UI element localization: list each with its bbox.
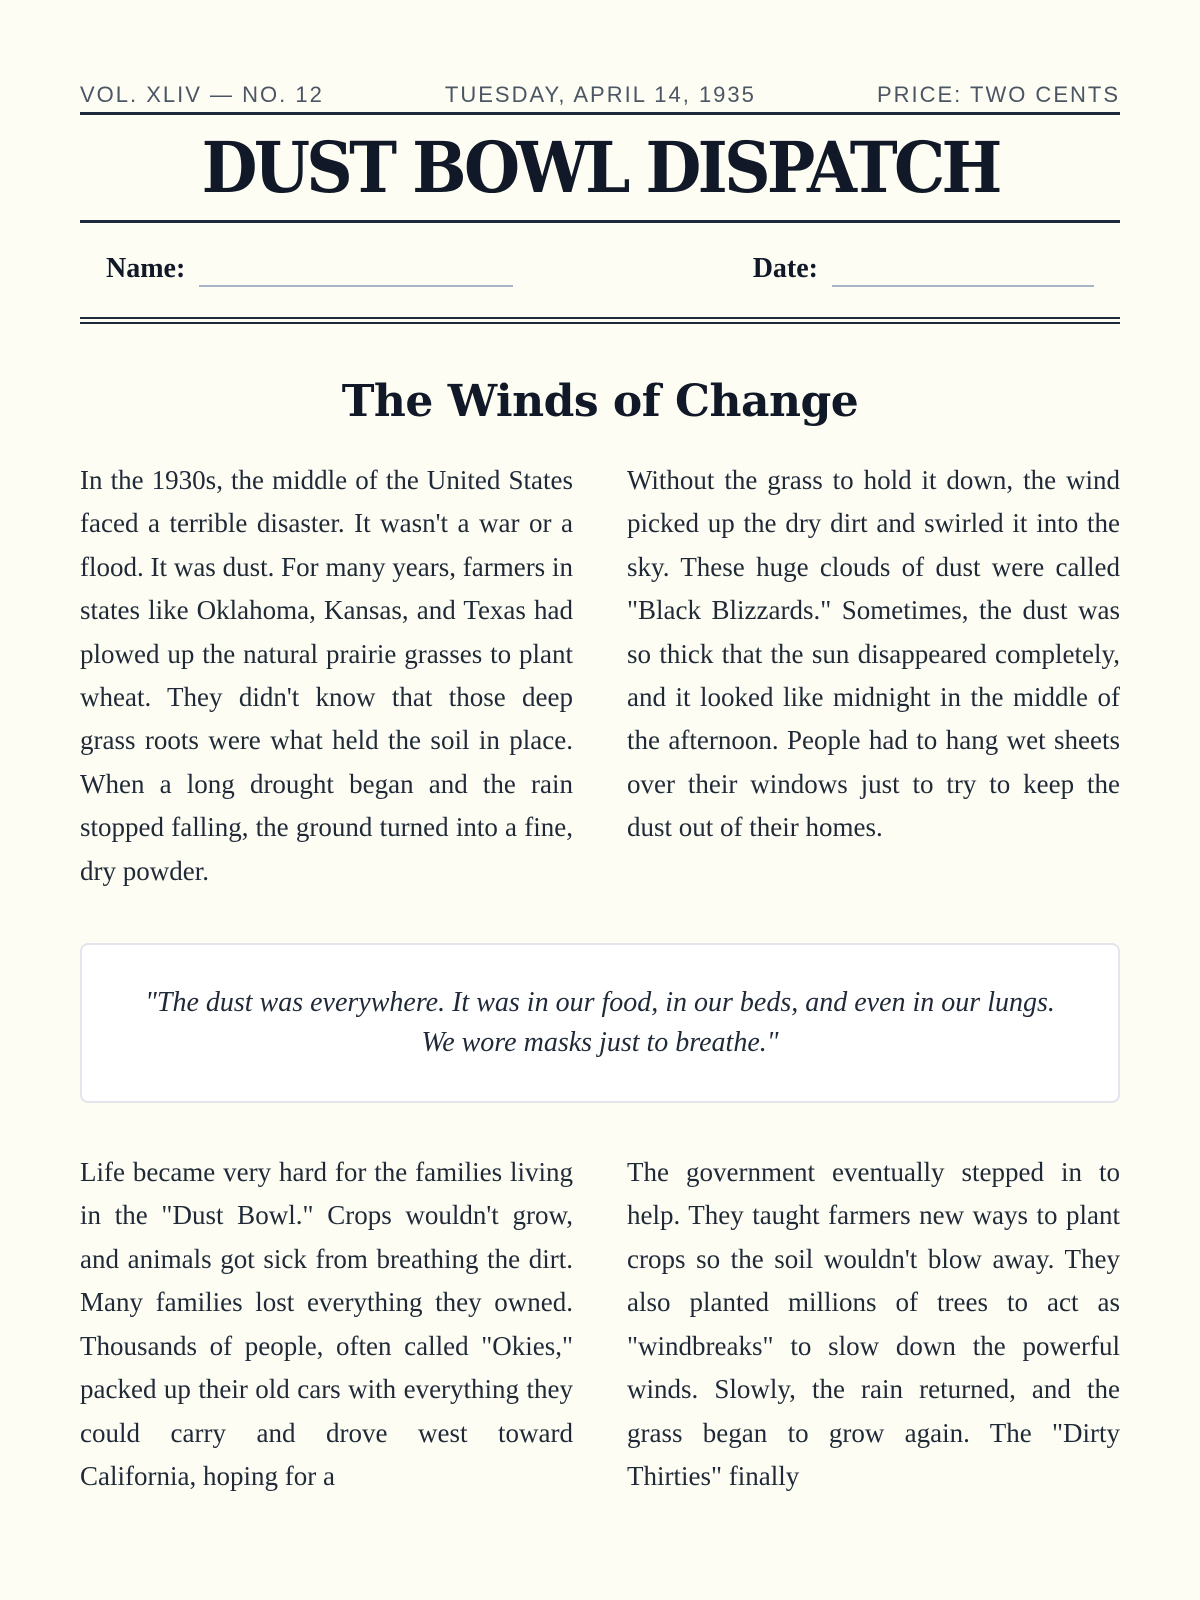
double-rule [80, 317, 1120, 324]
volume-number: VOL. XLIV — NO. 12 [80, 82, 324, 107]
newspaper-page [80, 0, 1120, 1498]
issue-date: TUESDAY, APRIL 14, 1935 [444, 82, 756, 107]
name-field [106, 253, 513, 317]
paragraph: Life became very hard for the families living in the "Dust Bowl." Crops wouldn't grow, and animals got sick from breathing the dirt. Many families lost everything they owned. Thousands of people, often called "Okies," packed up their old cars with everything they could carry and drove west toward California, hoping for a [80, 1157, 573, 1491]
paragraph: The government eventually stepped in to help. They taught farmers new ways to plant crops so the soil wouldn't blow away. They also planted millions of trees to act as "windbreaks" to slow down the powerful winds. Slowly, the rain returned, and the grass began to grow again. The "Dirty Thirties" finally [627, 1157, 1120, 1491]
date-label: Date: [752, 253, 818, 284]
name-input-line[interactable] [199, 253, 513, 287]
date-field [753, 253, 1094, 317]
student-fields [80, 223, 1120, 317]
pull-quote: "The dust was everywhere. It was in our food, in our beds, and even in our lungs. We wore masks just to breathe." [80, 943, 1120, 1103]
name-label: Name: [106, 253, 186, 284]
masthead-meta [80, 82, 1120, 112]
newspaper-title: DUST BOWL DISPATCH [201, 126, 999, 209]
masthead [80, 115, 1120, 220]
paragraph: Without the grass to hold it down, the wind picked up the dry dirt and swirled it into the sky. These huge clouds of dust were called "Black Blizzards." Sometimes, the dust was so thick that the sun disappeared completely, and it looked like midnight in the middle of the afternoon. People had to hang wet sheets over their windows just to try to keep the dust out of their homes. [627, 465, 1120, 843]
article-columns-top [80, 459, 1120, 893]
article-columns-bottom [80, 1151, 1120, 1498]
paragraph: In the 1930s, the middle of the United States faced a terrible disaster. It wasn't a war or a flood. It was dust. For many years, farmers in states like Oklahoma, Kansas, and Texas had plowed up the natural prairie grasses to plant wheat. They didn't know that those deep grass roots were what held the soil in place. When a long drought began and the rain stopped falling, the ground turned into a fine, dry powder. [80, 465, 573, 886]
article-headline: The Winds of Change [341, 376, 859, 427]
date-input-line[interactable] [832, 253, 1094, 287]
price: PRICE: TWO CENTS [876, 82, 1120, 107]
